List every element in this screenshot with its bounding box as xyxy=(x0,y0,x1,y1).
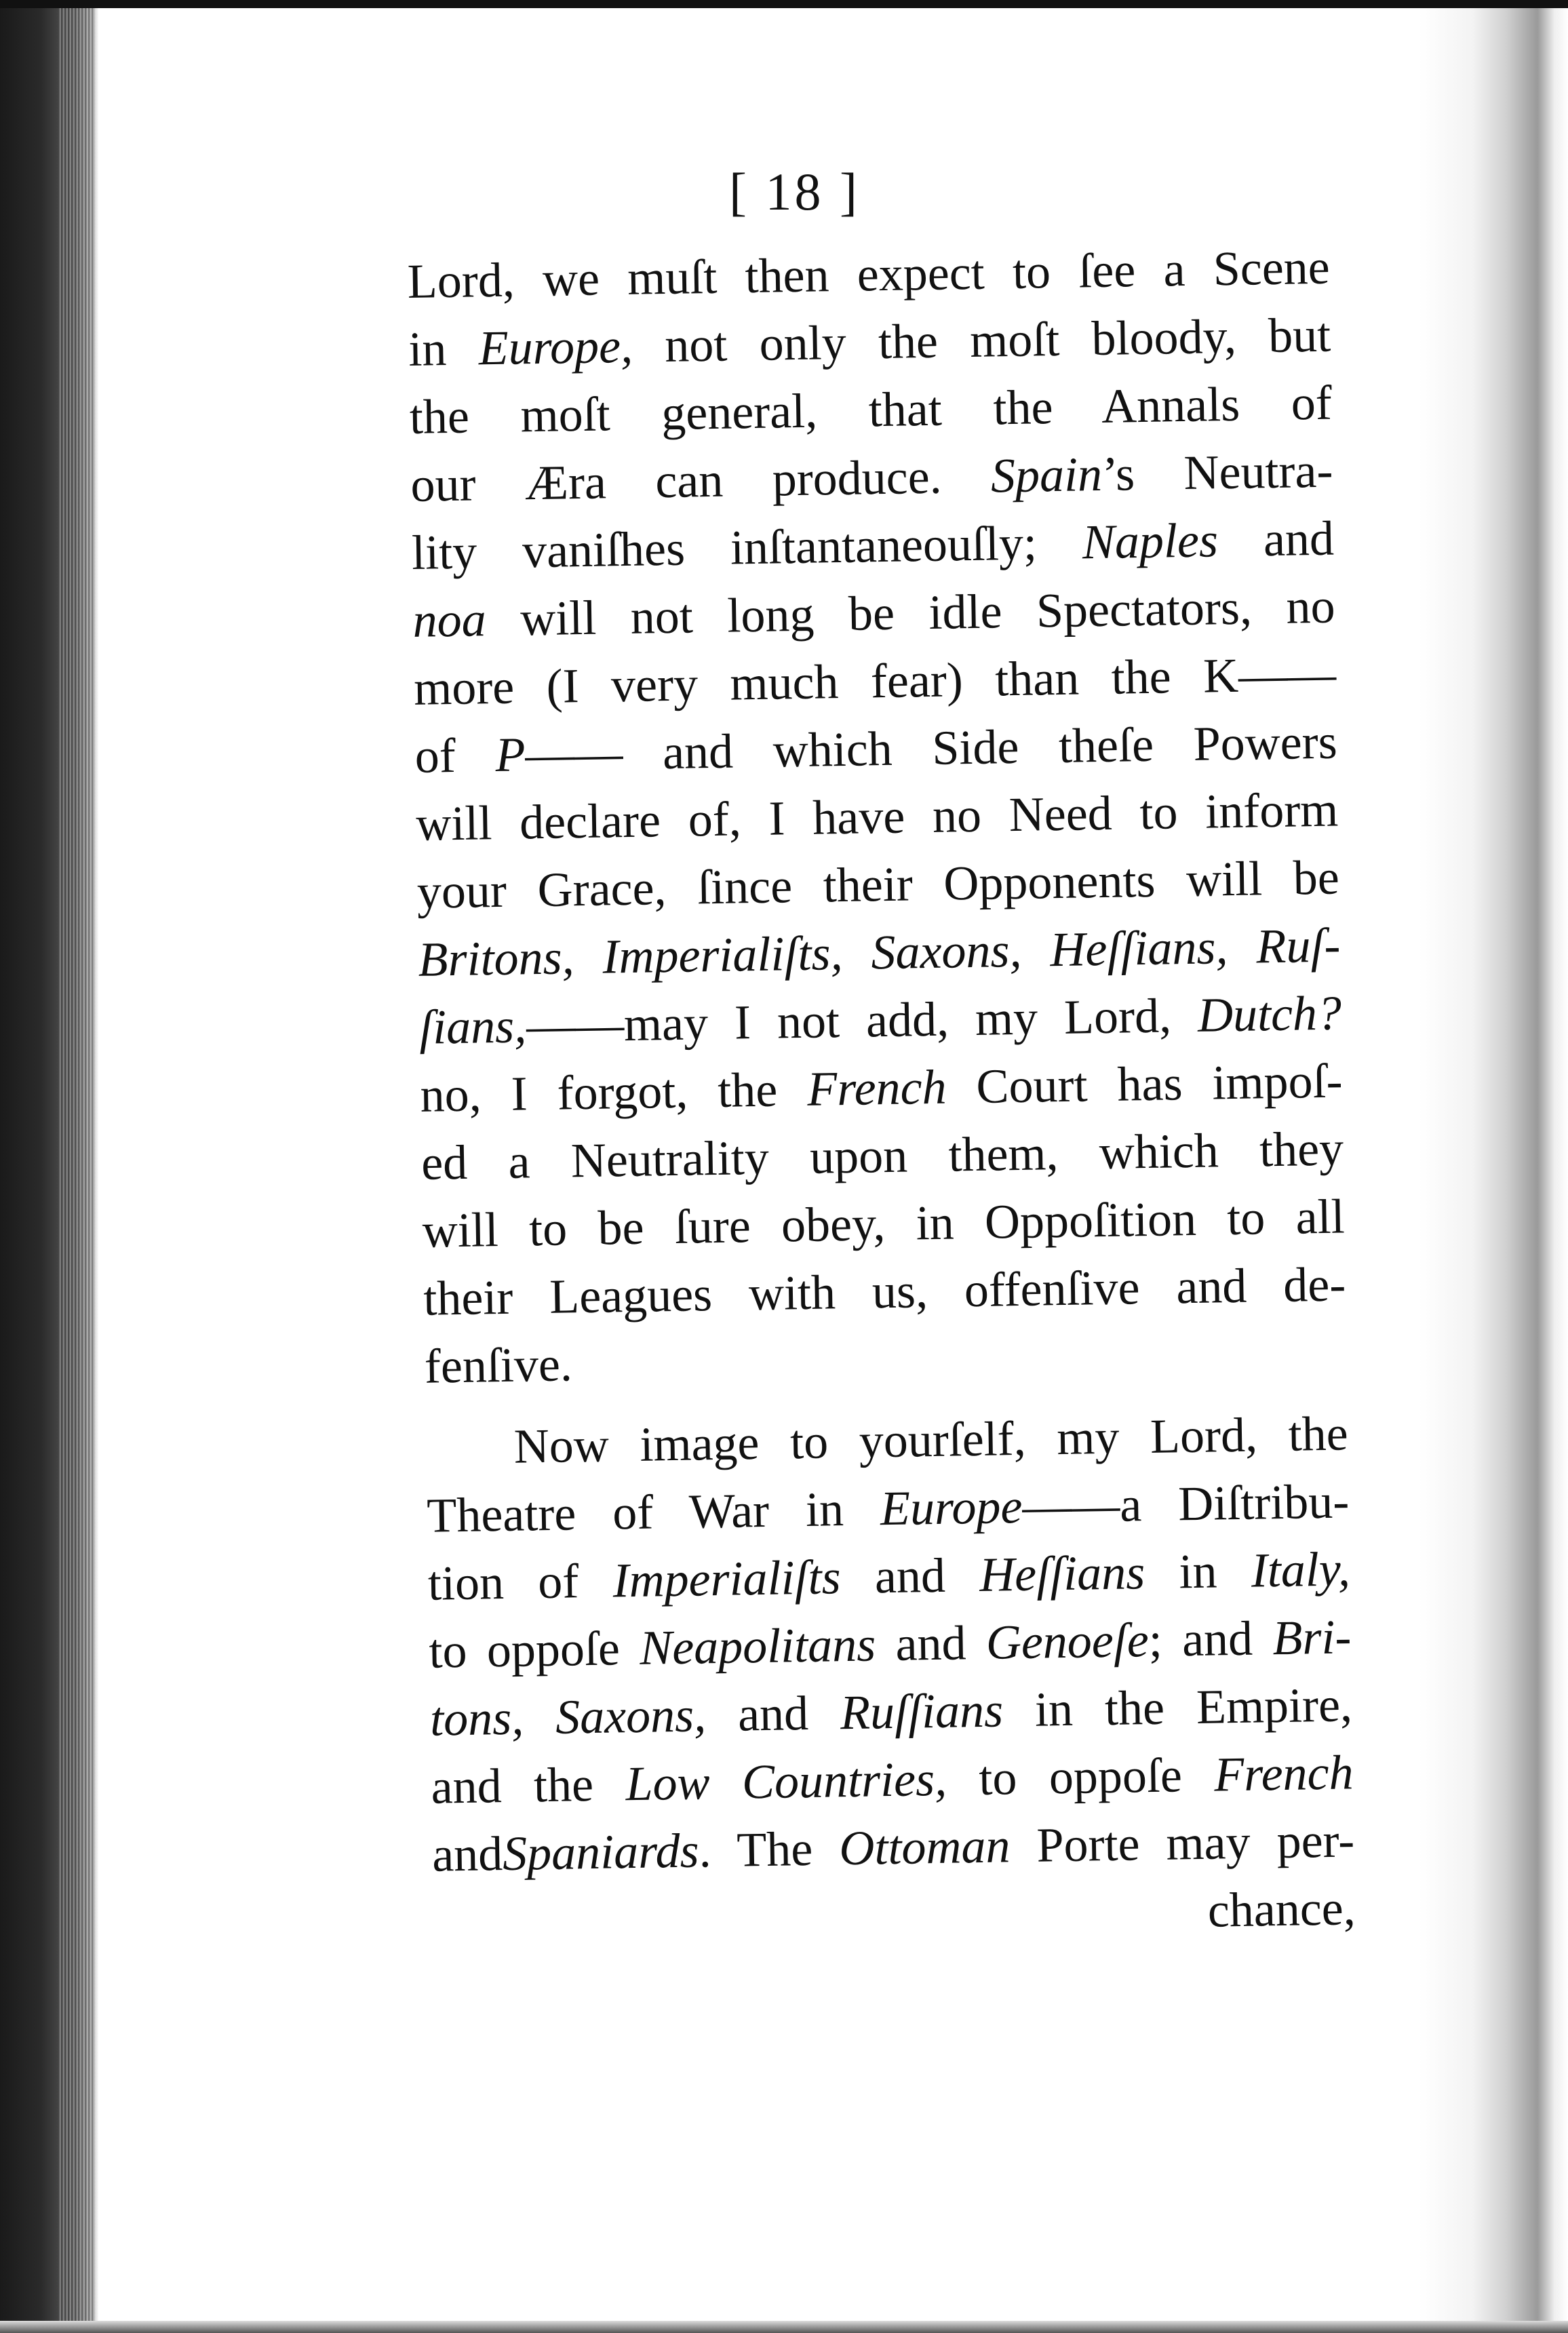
text-line: andSpaniards. The Ottoman Porte may per- xyxy=(431,1813,1355,1882)
italic-text: noa xyxy=(412,592,487,648)
scan-bottom-border xyxy=(0,2321,1568,2333)
text-line: ſians,——may I not add, my Lord, Dutch? xyxy=(418,985,1342,1055)
text-line: will to be ſure obey, in Oppoſition to all xyxy=(422,1189,1346,1258)
page-number: [ 18 ] xyxy=(729,162,860,221)
text-line: no, I forgot, the French Court has impoſ- xyxy=(420,1053,1344,1122)
italic-text: ſians, xyxy=(418,998,527,1055)
text-line: lity vaniſhes inſtantaneouſly; Naples and xyxy=(411,511,1335,580)
text-line: Theatre of War in Europe——a Diſtribu- xyxy=(426,1474,1350,1543)
text-line: your Grace, ſince their Opponents will be xyxy=(416,850,1340,919)
text-line: their Leagues with us, offenſive and de- xyxy=(423,1257,1346,1326)
text-line: will declare of, I have no Need to inform xyxy=(415,782,1339,851)
text-line: ed a Neutrality upon them, which they xyxy=(420,1121,1344,1190)
text-line: Lord, we muſt then expect to ſee a Scene xyxy=(407,239,1331,309)
italic-text: French xyxy=(1213,1745,1354,1802)
italic-text: Neapolitans xyxy=(639,1617,876,1675)
italic-text: Heſſians xyxy=(979,1545,1145,1602)
italic-text: French xyxy=(806,1059,947,1116)
italic-text: Low Countries, xyxy=(625,1751,947,1811)
text-line: in Europe, not only the moſt bloody, but xyxy=(408,307,1331,376)
text-line: Now image to yourſelf, my Lord, the xyxy=(513,1406,1349,1474)
text-line: and the Low Countries, to oppoſe French xyxy=(431,1745,1354,1814)
italic-text: Spaniards xyxy=(502,1823,700,1881)
text-line: the moſt general, that the Annals of xyxy=(409,375,1333,444)
italic-text: tons, Saxons, xyxy=(429,1687,707,1746)
italic-text: Europe xyxy=(880,1478,1023,1536)
page-stack-left xyxy=(58,0,95,2333)
text-line: to oppoſe Neapolitans and Genoeſe; and Bri- xyxy=(428,1609,1352,1679)
text-line: of P—— and which Side theſe Powers xyxy=(414,714,1338,783)
italic-text: Naples xyxy=(1082,513,1219,570)
italic-text: Imperialiſts xyxy=(612,1550,842,1608)
italic-text: Europe, xyxy=(478,318,633,376)
italic-text: Bri- xyxy=(1272,1609,1352,1666)
text-line: more (I very much fear) than the K—— xyxy=(413,646,1337,715)
italic-text: Spain xyxy=(990,446,1103,503)
italic-text: Genoeſe xyxy=(985,1613,1150,1670)
text-line: tons, Saxons, and Ruſſians in the Empire, xyxy=(429,1677,1353,1746)
italic-text: Ruſſians xyxy=(840,1683,1004,1740)
italic-text: P xyxy=(494,727,526,783)
book-binding-right-edge xyxy=(1419,0,1568,2333)
body-text xyxy=(407,233,1356,1957)
text-line: noa will not long be idle Spectators, no xyxy=(412,579,1336,648)
italic-text: Britons, Imperialiſts, Saxons, Heſſians, Ruſ- xyxy=(417,918,1341,987)
catchword: chance, xyxy=(1207,1881,1356,1938)
italic-text: Dutch? xyxy=(1197,985,1342,1042)
scan-top-border xyxy=(0,0,1568,8)
italic-text: Italy, xyxy=(1251,1542,1351,1598)
italic-text: Ottoman xyxy=(838,1818,1011,1876)
text-line: fenſive. xyxy=(424,1337,573,1394)
text-line: tion of Imperialiſts and Heſſians in Italy, xyxy=(427,1542,1351,1611)
text-line: our Æra can produce. Spain’s Neutra- xyxy=(410,443,1333,512)
